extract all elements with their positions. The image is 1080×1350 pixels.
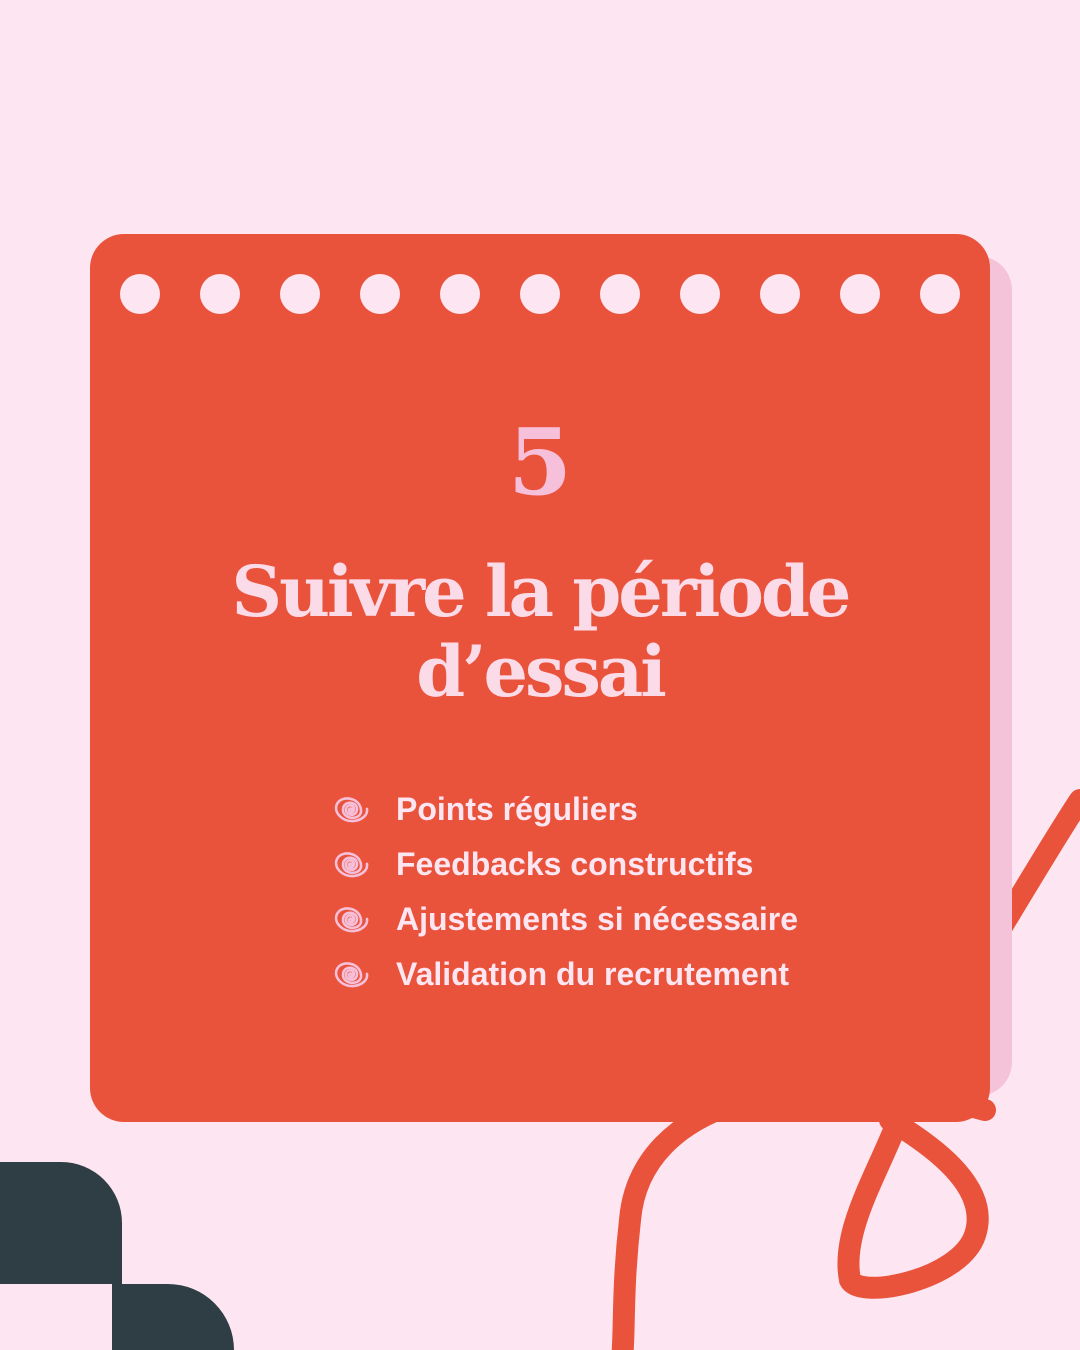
binder-holes (120, 274, 960, 314)
binder-hole (680, 274, 720, 314)
binder-hole (120, 274, 160, 314)
title-line-1: Suivre la période (231, 550, 849, 633)
binder-hole (840, 274, 880, 314)
binder-hole (360, 274, 400, 314)
list-item-label: Ajustements si nécessaire (396, 901, 798, 937)
corner-shape-top-fill (0, 1162, 61, 1284)
spiral-icon (328, 790, 374, 830)
binder-hole (520, 274, 560, 314)
list-item (328, 892, 798, 947)
list-item (328, 782, 798, 837)
spiral-icon (328, 955, 374, 995)
list-item-label: Validation du recrutement (396, 956, 789, 992)
binder-hole (920, 274, 960, 314)
notebook-card (90, 234, 990, 1122)
list-item-label: Points réguliers (396, 791, 638, 827)
checklist (328, 782, 798, 1002)
page-title (90, 552, 990, 712)
list-item-label: Feedbacks constructifs (396, 846, 754, 882)
spiral-icon (328, 900, 374, 940)
step-number: 5 (507, 408, 572, 516)
spiral-icon (328, 845, 374, 885)
list-item (328, 837, 798, 892)
binder-hole (200, 274, 240, 314)
binder-hole (760, 274, 800, 314)
binder-hole (440, 274, 480, 314)
binder-hole (600, 274, 640, 314)
binder-hole (280, 274, 320, 314)
title-line-2: d’essai (416, 630, 664, 713)
list-item (328, 947, 798, 1002)
